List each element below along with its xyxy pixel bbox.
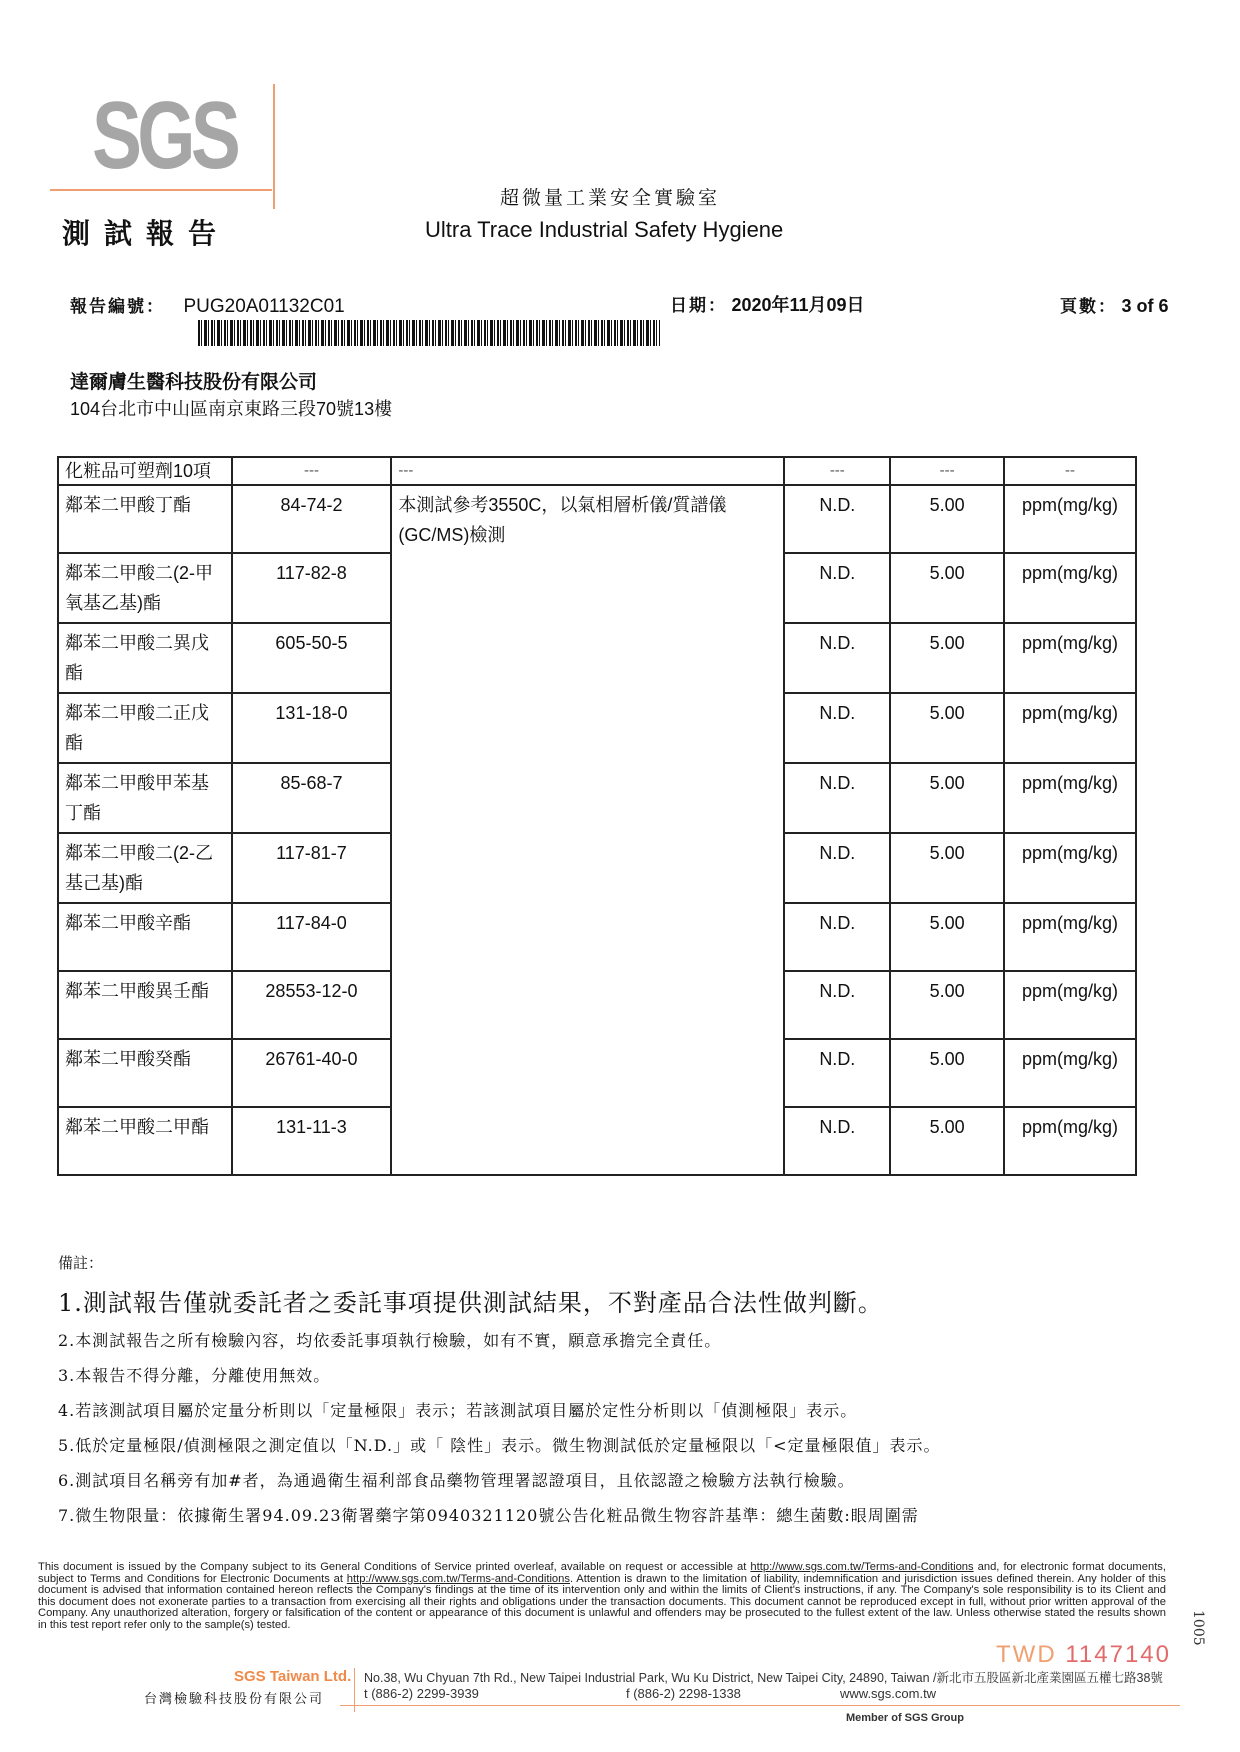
analyte-name: 鄰苯二甲酸癸酯	[58, 1039, 232, 1107]
unit-value: ppm(mg/kg)	[1004, 833, 1136, 903]
sgs-website-link[interactable]: www.sgs.com.tw	[840, 1686, 937, 1701]
analyte-name: 鄰苯二甲酸二(2-乙基己基)酯	[58, 833, 232, 903]
cas-number: 117-82-8	[232, 553, 392, 623]
sgs-taiwan-name-zh: 台灣檢驗科技股份有限公司	[144, 1692, 325, 1707]
unit-value: ppm(mg/kg)	[1004, 623, 1136, 693]
note-item: 7.微生物限量：依據衛生署94.09.23衛署藥字第0940321120號公告化粧品微生物容許基準：總生菌數:眼周圍需	[58, 1506, 919, 1525]
client-company: 達爾膚生醫科技股份有限公司	[70, 372, 318, 393]
analyte-name: 鄰苯二甲酸異壬酯	[58, 971, 232, 1039]
result-value: N.D.	[784, 485, 890, 553]
analyte-name: 鄰苯二甲酸二正戊酯	[58, 693, 232, 763]
note-item: 5.低於定量極限/偵測極限之測定值以「N.D.」或「 陰性」表示。微生物測試低於定量極限以「<定量極限值」表示。	[58, 1436, 941, 1455]
result-value: N.D.	[784, 693, 890, 763]
member-of-sgs-group: Member of SGS Group	[846, 1712, 964, 1724]
date-value: 2020年11月09日	[731, 295, 865, 315]
sgs-logo: SGS	[92, 82, 237, 189]
table-row	[58, 485, 1136, 553]
date-label: 日期：	[670, 296, 727, 315]
cas-number: 84-74-2	[232, 485, 392, 553]
report-number	[70, 292, 345, 318]
unit-value: ppm(mg/kg)	[1004, 763, 1136, 833]
method-description: 本測試參考3550C，以氣相層析儀/質譜儀(GC/MS)檢測	[391, 485, 784, 1175]
unit-value: ppm(mg/kg)	[1004, 693, 1136, 763]
result-value: N.D.	[784, 833, 890, 903]
disclaimer-text: and, for electronic format documents, subject to Terms and Conditions for Electronic Documents at	[38, 1561, 1167, 1585]
category-cell: 化粧品可塑劑10項	[58, 457, 232, 485]
cas-number: 85-68-7	[232, 763, 392, 833]
logo-rule-vertical	[273, 84, 275, 209]
report-number-label: 報告編號：	[70, 297, 165, 316]
mdl-value: 5.00	[890, 903, 1004, 971]
cas-number: 605-50-5	[232, 623, 392, 693]
disclaimer-text: This document is issued by the Company subject to its General Conditions of Service printed overleaf, available on request or accessible at	[38, 1561, 751, 1573]
sgs-address: No.38, Wu Chyuan 7th Rd., New Taipei Industrial Park, Wu Ku District, New Taipei City, 24890, Taiwan /新北市五股區新北產業園區五權七路38號	[364, 1671, 1163, 1685]
note-item: 4.若該測試項目屬於定量分析則以「定量極限」表示；若該測試項目屬於定性分析則以「偵測極限」表示。	[58, 1401, 858, 1420]
unit-value: ppm(mg/kg)	[1004, 903, 1136, 971]
results-table	[57, 456, 1137, 1176]
cas-number: 117-84-0	[232, 903, 392, 971]
unit-value: ppm(mg/kg)	[1004, 553, 1136, 623]
serial-value: 1147140	[1065, 1641, 1171, 1668]
mdl-value: 5.00	[890, 1107, 1004, 1175]
page-count	[1060, 292, 1168, 317]
mdl-value: 5.00	[890, 1039, 1004, 1107]
result-value: N.D.	[784, 763, 890, 833]
cas-cell: ---	[232, 457, 392, 485]
cas-number: 26761-40-0	[232, 1039, 392, 1107]
mdl-value: 5.00	[890, 693, 1004, 763]
barcode	[198, 320, 660, 346]
result-value: N.D.	[784, 623, 890, 693]
analyte-name: 鄰苯二甲酸二異戊酯	[58, 623, 232, 693]
note-item: 3.本報告不得分離，分離使用無效。	[58, 1366, 331, 1385]
mdl-cell: ---	[890, 457, 1004, 485]
result-value: N.D.	[784, 553, 890, 623]
sgs-fax: f (886-2) 2298-1338	[626, 1686, 741, 1701]
report-title: 測試報告	[62, 217, 231, 250]
serial-prefix: TWD	[996, 1641, 1057, 1668]
sgs-taiwan-name-en: SGS Taiwan Ltd.	[234, 1668, 352, 1685]
analyte-name: 鄰苯二甲酸二(2-甲氧基乙基)酯	[58, 553, 232, 623]
report-number-value: PUG20A01132C01	[183, 296, 345, 317]
unit-value: ppm(mg/kg)	[1004, 1107, 1136, 1175]
cas-number: 28553-12-0	[232, 971, 392, 1039]
report-date	[670, 291, 865, 317]
unit-cell: --	[1004, 457, 1136, 485]
unit-value: ppm(mg/kg)	[1004, 485, 1136, 553]
electronic-terms-link[interactable]: http://www.sgs.com.tw/Terms-and-Conditions	[346, 1572, 570, 1585]
method-cell: ---	[391, 457, 784, 485]
page-label: 頁數：	[1060, 297, 1117, 316]
result-cell: ---	[784, 457, 890, 485]
mdl-value: 5.00	[890, 485, 1004, 553]
logo-rule-horizontal	[50, 189, 272, 191]
mdl-value: 5.00	[890, 763, 1004, 833]
legal-disclaimer	[38, 1562, 1166, 1631]
note-item: 6.測試項目名稱旁有加#者，為通過衛生福利部食品藥物管理署認證項目，且依認證之檢驗方法執行檢驗。	[58, 1471, 855, 1490]
lab-name-zh: 超微量工業安全實驗室	[500, 187, 721, 209]
note-item: 1.測試報告僅就委託者之委託事項提供測試結果，不對產品合法性做判斷。	[58, 1289, 883, 1317]
result-value: N.D.	[784, 1039, 890, 1107]
result-value: N.D.	[784, 1107, 890, 1175]
analyte-name: 鄰苯二甲酸辛酯	[58, 903, 232, 971]
disclaimer-text: . Attention is drawn to the limitation of liability, indemnification and jurisdiction issues defined therein. Any holder of this document is advised that information contained hereon reflects the Company's findings at the time of its intervention only and within the limits of Client's instructions, if any. The Company's sole responsibility is to its Client and this document does not exonerate parties to a transaction from exercising all their rights and obligations under the transaction documents. This document cannot be reproduced except in full, without prior written approval of the Company. Any unauthorized alteration, forgery or falsification of the content or appearance of this document is unlawful and offenders may be prosecuted to the fullest extent of the law. Unless otherwise stated the results shown in this test report refer only to the sample(s) tested.	[38, 1572, 1166, 1631]
serial-number	[996, 1641, 1171, 1669]
side-code: 1005	[1190, 1610, 1206, 1646]
analyte-name: 鄰苯二甲酸二甲酯	[58, 1107, 232, 1175]
analyte-name: 鄰苯二甲酸甲苯基丁酯	[58, 763, 232, 833]
unit-value: ppm(mg/kg)	[1004, 1039, 1136, 1107]
mdl-value: 5.00	[890, 553, 1004, 623]
analyte-name: 鄰苯二甲酸丁酯	[58, 485, 232, 553]
terms-link[interactable]: http://www.sgs.com.tw/Terms-and-Conditions	[750, 1561, 974, 1573]
unit-value: ppm(mg/kg)	[1004, 971, 1136, 1039]
lab-name-en: Ultra Trace Industrial Safety Hygiene	[425, 217, 784, 242]
result-value: N.D.	[784, 903, 890, 971]
table-header-row	[58, 457, 1136, 485]
result-value: N.D.	[784, 971, 890, 1039]
mdl-value: 5.00	[890, 833, 1004, 903]
cas-number: 117-81-7	[232, 833, 392, 903]
cas-number: 131-18-0	[232, 693, 392, 763]
mdl-value: 5.00	[890, 971, 1004, 1039]
mdl-value: 5.00	[890, 623, 1004, 693]
page-value: 3 of 6	[1121, 296, 1169, 316]
note-item: 2.本測試報告之所有檢驗內容，均依委託事項執行檢驗，如有不實，願意承擔完全責任。	[58, 1331, 722, 1350]
cas-number: 131-11-3	[232, 1107, 392, 1175]
notes-section	[58, 1252, 941, 1538]
notes-title: 備註：	[58, 1254, 104, 1272]
sgs-phone: t (886-2) 2299-3939	[364, 1686, 479, 1701]
footer-divider-horizontal	[340, 1705, 1180, 1706]
client-address: 104台北市中山區南京東路三段70號13樓	[70, 399, 393, 419]
